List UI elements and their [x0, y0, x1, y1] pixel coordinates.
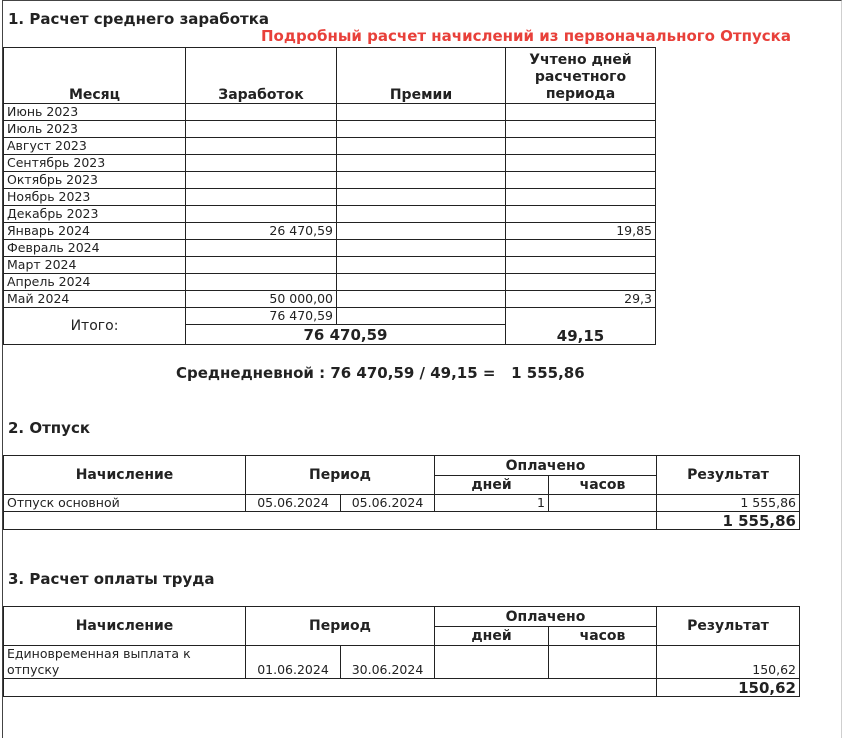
section3-total: 150,62 — [657, 679, 800, 697]
month-cell: Февраль 2024 — [4, 240, 186, 257]
total-earnings-sub: 76 470,59 — [186, 308, 337, 325]
section1-title: 1. Расчет среднего заработка — [8, 10, 270, 28]
days-cell — [506, 206, 656, 223]
col-month: Месяц — [4, 48, 186, 104]
bonus-cell — [337, 257, 506, 274]
col-accrual: Начисление — [4, 607, 246, 646]
bonus-cell — [337, 155, 506, 172]
table-row — [4, 257, 656, 274]
result-value: 1 555,86 — [657, 495, 800, 512]
table-row — [4, 291, 656, 308]
table-row — [4, 104, 656, 121]
col-bonus: Премии — [337, 48, 506, 104]
paid-days: 1 — [435, 495, 549, 512]
bonus-cell — [337, 172, 506, 189]
col-paid: Оплачено — [435, 456, 657, 476]
earnings-cell — [186, 274, 337, 291]
days-cell — [506, 172, 656, 189]
accrual-name — [4, 646, 246, 679]
earnings-cell — [186, 206, 337, 223]
bonus-cell — [337, 240, 506, 257]
accrual-name-line1: Единовременная выплата к — [7, 646, 191, 661]
days-cell — [506, 155, 656, 172]
result-value: 150,62 — [657, 646, 800, 679]
vacation-table — [3, 455, 800, 530]
col-period: Период — [246, 607, 435, 646]
table-row — [4, 206, 656, 223]
total-sum: 76 470,59 — [186, 325, 506, 345]
table-row — [4, 155, 656, 172]
col-paid-days: дней — [435, 627, 549, 646]
accrual-name-line2: отпуску — [7, 662, 60, 677]
bonus-cell — [337, 223, 506, 240]
table-row — [4, 223, 656, 240]
month-cell: Октябрь 2023 — [4, 172, 186, 189]
period-to: 05.06.2024 — [341, 495, 435, 512]
average-daily-line: Среднедневной : 76 470,59 / 49,15 = 1 555,86 — [176, 364, 585, 382]
table-row — [4, 121, 656, 138]
paid-hours — [549, 495, 657, 512]
table-row — [4, 646, 800, 679]
month-cell: Август 2023 — [4, 138, 186, 155]
paid-days — [435, 646, 549, 679]
month-cell: Сентябрь 2023 — [4, 155, 186, 172]
bonus-cell — [337, 206, 506, 223]
earnings-cell — [186, 189, 337, 206]
days-cell — [506, 189, 656, 206]
month-cell: Июнь 2023 — [4, 104, 186, 121]
earnings-cell: 26 470,59 — [186, 223, 337, 240]
bonus-cell — [337, 291, 506, 308]
total-label: Итого: — [4, 308, 186, 345]
earnings-cell — [186, 172, 337, 189]
earnings-cell — [186, 240, 337, 257]
bonus-cell — [337, 189, 506, 206]
month-cell: Май 2024 — [4, 291, 186, 308]
bonus-cell — [337, 104, 506, 121]
col-paid-hours: часов — [549, 627, 657, 646]
month-cell: Декабрь 2023 — [4, 206, 186, 223]
earnings-cell — [186, 104, 337, 121]
month-cell: Ноябрь 2023 — [4, 189, 186, 206]
section2-total: 1 555,86 — [657, 512, 800, 530]
col-accrual: Начисление — [4, 456, 246, 495]
section2-title: 2. Отпуск — [8, 419, 91, 437]
earnings-cell — [186, 257, 337, 274]
paid-hours — [549, 646, 657, 679]
days-cell — [506, 121, 656, 138]
col-days: Учтено дней расчетного периода — [506, 48, 656, 104]
month-cell: Январь 2024 — [4, 223, 186, 240]
table-row — [4, 495, 800, 512]
month-cell: Июль 2023 — [4, 121, 186, 138]
accrual-name: Отпуск основной — [4, 495, 246, 512]
table-row — [4, 138, 656, 155]
days-cell — [506, 257, 656, 274]
col-period: Период — [246, 456, 435, 495]
table-row — [4, 240, 656, 257]
col-result: Результат — [657, 607, 800, 646]
days-cell — [506, 274, 656, 291]
days-cell: 29,3 — [506, 291, 656, 308]
bonus-cell — [337, 274, 506, 291]
earnings-cell — [186, 121, 337, 138]
table-row — [4, 274, 656, 291]
period-from: 05.06.2024 — [246, 495, 341, 512]
month-cell: Март 2024 — [4, 257, 186, 274]
section3-title: 3. Расчет оплаты труда — [8, 570, 215, 588]
col-paid: Оплачено — [435, 607, 657, 627]
days-cell: 19,85 — [506, 223, 656, 240]
total-days: 49,15 — [506, 308, 656, 345]
section1-note: Подробный расчет начислений из первоначального Отпуска — [261, 27, 791, 45]
period-to: 30.06.2024 — [341, 646, 435, 679]
bonus-cell — [337, 121, 506, 138]
col-paid-hours: часов — [549, 476, 657, 495]
col-paid-days: дней — [435, 476, 549, 495]
table-row — [4, 172, 656, 189]
earnings-cell — [186, 155, 337, 172]
col-earnings: Заработок — [186, 48, 337, 104]
avg-earnings-table — [3, 47, 656, 345]
earnings-cell — [186, 138, 337, 155]
month-cell: Апрель 2024 — [4, 274, 186, 291]
col-result: Результат — [657, 456, 800, 495]
table-row — [4, 189, 656, 206]
days-cell — [506, 104, 656, 121]
payroll-table — [3, 606, 800, 697]
bonus-cell — [337, 138, 506, 155]
days-cell — [506, 240, 656, 257]
earnings-cell: 50 000,00 — [186, 291, 337, 308]
days-cell — [506, 138, 656, 155]
period-from: 01.06.2024 — [246, 646, 341, 679]
